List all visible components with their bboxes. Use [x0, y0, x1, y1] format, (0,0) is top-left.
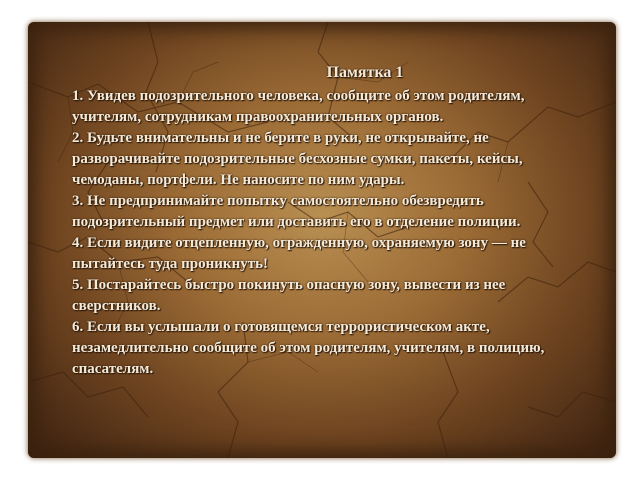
- memo-item-6: 6. Если вы услышали о готовящемся террористическом акте, незамедлительно сообщите об этом родителям, учителям, в полицию, спасателям.: [72, 319, 545, 377]
- memo-item-2: 2. Будьте внимательны и не берите в руки, не открывайте, не разворачивайте подозрительные бесхозные сумки, пакеты, кейсы, чемоданы, портфели. Не наносите по ним удары.: [72, 130, 523, 188]
- memo-item-3: 3. Не предпринимайте попытку самостоятельно обезвредить подозрительный предмет или доставить его в отделение полиции.: [72, 193, 521, 230]
- parchment-background: [28, 22, 616, 458]
- memo-item-1: 1. Увидев подозрительного человека, сообщите об этом родителям, учителям, сотрудникам правоохранительных органов.: [72, 88, 525, 125]
- memo-content: [72, 62, 588, 380]
- memo-item-5: 5. Постарайтесь быстро покинуть опасную зону, вывести из нее сверстников.: [72, 277, 506, 314]
- memo-title: Памятка 1: [326, 64, 404, 81]
- memo-item-4: 4. Если видите отцепленную, огражденную, охраняемую зону — не пытайтесь туда проникнуть!: [72, 235, 526, 272]
